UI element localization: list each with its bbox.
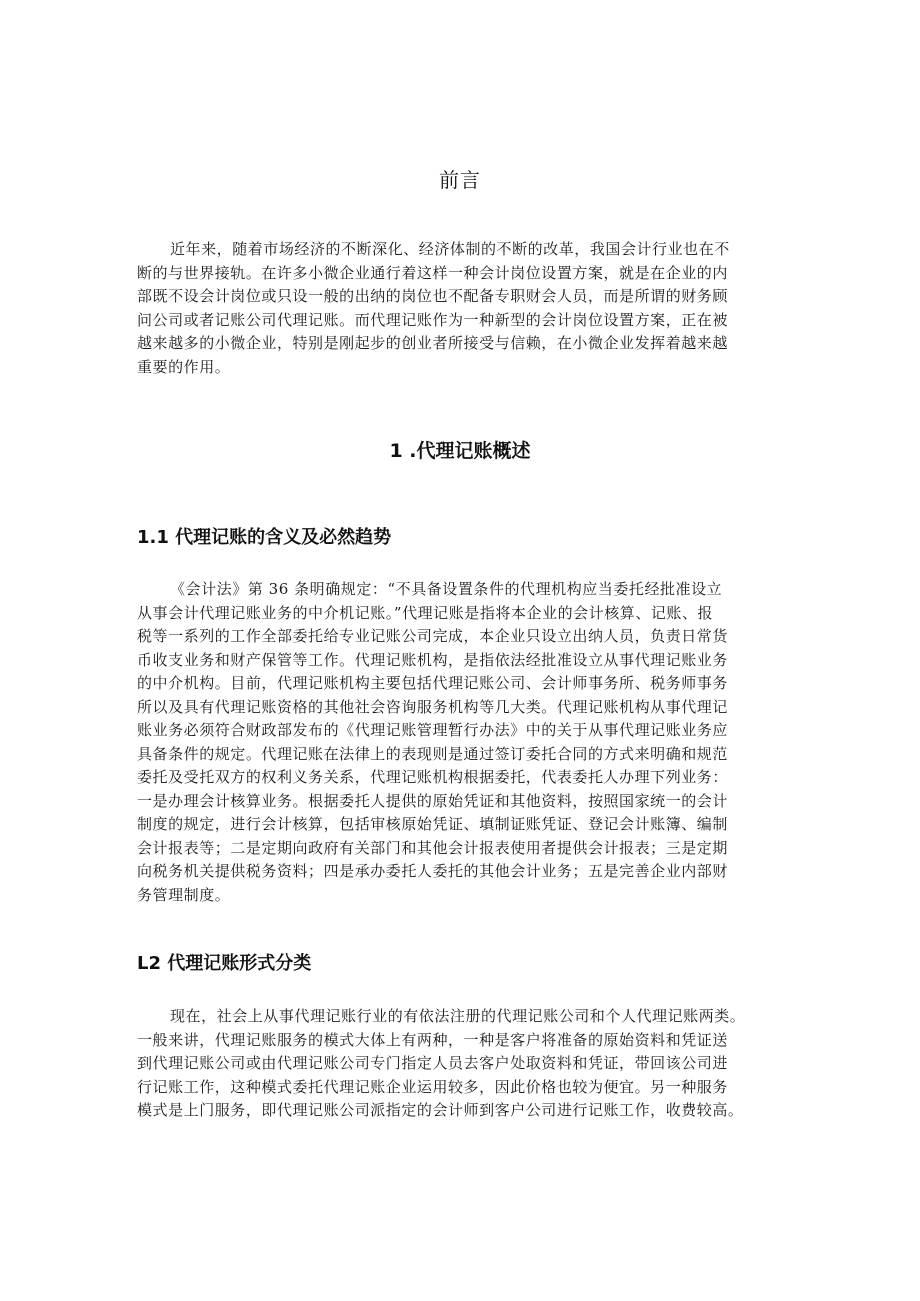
paragraph-line: 重要的作用。 <box>137 357 231 376</box>
paragraph-line: 断的与世界接轨。在许多小微企业通行着这样一种会计岗位设置方案，就是在企业的内 <box>137 263 728 282</box>
paragraph-line: 从事会计代理记账业务的中介机记账。”代理记账是指将本企业的会计核算、记账、报 <box>137 603 714 622</box>
paragraph-line: 币收支业务和财产保管等工作。代理记账机构，是指依法经批准设立从事代理记账业务 <box>137 650 728 669</box>
section-1-2-paragraph <box>137 1005 791 1123</box>
paragraph-line: 的中介机构。目前，代理记账机构主要包括代理记账公司、会计师事务所、税务师事务 <box>137 674 728 692</box>
paragraph-line: 具备条件的规定。代理记账在法律上的表现则是通过签订委托合同的方式来明确和规范 <box>137 744 728 763</box>
paragraph-line: 务管理制度。 <box>137 885 231 904</box>
chapter-1-title: 1 .代理记账概述 <box>389 440 531 462</box>
paragraph-line: 税等一系列的工作全部委托给专业记账公司完成，本企业只设立出纳人员，负责日常货 <box>137 627 728 645</box>
paragraph-line: 账业务必须符合财政部发布的《代理记账管理暂行办法》中的关于从事代理记账业务应 <box>137 721 728 739</box>
preface-paragraph <box>137 238 791 379</box>
paragraph-line: 现在，社会上从事代理记账行业的有依法注册的代理记账公司和个人代理记账两类。 <box>170 1007 746 1025</box>
paragraph-line: 向税务机关提供税务资料；四是承办委托人委托的其他会计业务；五是完善企业内部财 <box>137 862 728 880</box>
paragraph-line: 模式是上门服务，即代理记账公司派指定的会计师到客户公司进行记账工作，收费较高。 <box>137 1101 744 1119</box>
paragraph-line: 部既不设会计岗位或只设一般的出纳的岗位也不配备专职财会人员，而是所谓的财务顾 <box>137 287 728 305</box>
preface-title: 前言 <box>439 168 481 192</box>
paragraph-line: 制度的规定，进行会计核算，包括审核原始凭证、填制证账凭证、登记会计账簿、编制 <box>137 815 728 833</box>
paragraph-line: 所以及具有代理记账资格的其他社会咨询服务机构等几大类。代理记账机构从事代理记 <box>137 697 728 716</box>
paragraph-line: 越来越多的小微企业，特别是刚起步的创业者所接受与信赖，在小微企业发挥着越来越 <box>137 334 728 352</box>
paragraph-line: 《会计法》第 36 条明确规定：“不具备设置条件的代理机构应当委托经批准设立 <box>170 580 723 598</box>
paragraph-line: 行记账工作，这种模式委托代理记账企业运用较多，因此价格也较为便宜。另一种服务 <box>137 1077 728 1096</box>
paragraph-line: 委托及受托双方的权利义务关系，代理记账机构根据委托，代表委托人办理下列业务： <box>137 768 728 786</box>
section-1-1-paragraph <box>137 578 791 907</box>
paragraph-line: 问公司或者记账公司代理记账。而代理记账作为一种新型的会计岗位设置方案，正在被 <box>137 310 728 329</box>
paragraph-line: 会计报表等；二是定期向政府有关部门和其他会计报表使用者提供会计报表；三是定期 <box>137 838 728 857</box>
paragraph-line: 一般来讲，代理记账服务的模式大体上有两种，一种是客户将准备的原始资料和凭证送 <box>137 1030 728 1049</box>
paragraph-line: 一是办理会计核算业务。根据委托人提供的原始凭证和其他资料，按照国家统一的会计 <box>137 791 728 810</box>
paragraph-line: 到代理记账公司或由代理记账公司专门指定人员去客户处取资料和凭证，带回该公司进 <box>137 1054 728 1072</box>
paragraph-line: 近年来，随着市场经济的不断深化、经济体制的不断的改革，我国会计行业也在不 <box>170 240 730 258</box>
section-1-2-heading: L2 代理记账形式分类 <box>137 953 312 974</box>
section-1-1-heading: 1.1 代理记账的含义及必然趋势 <box>137 527 392 548</box>
